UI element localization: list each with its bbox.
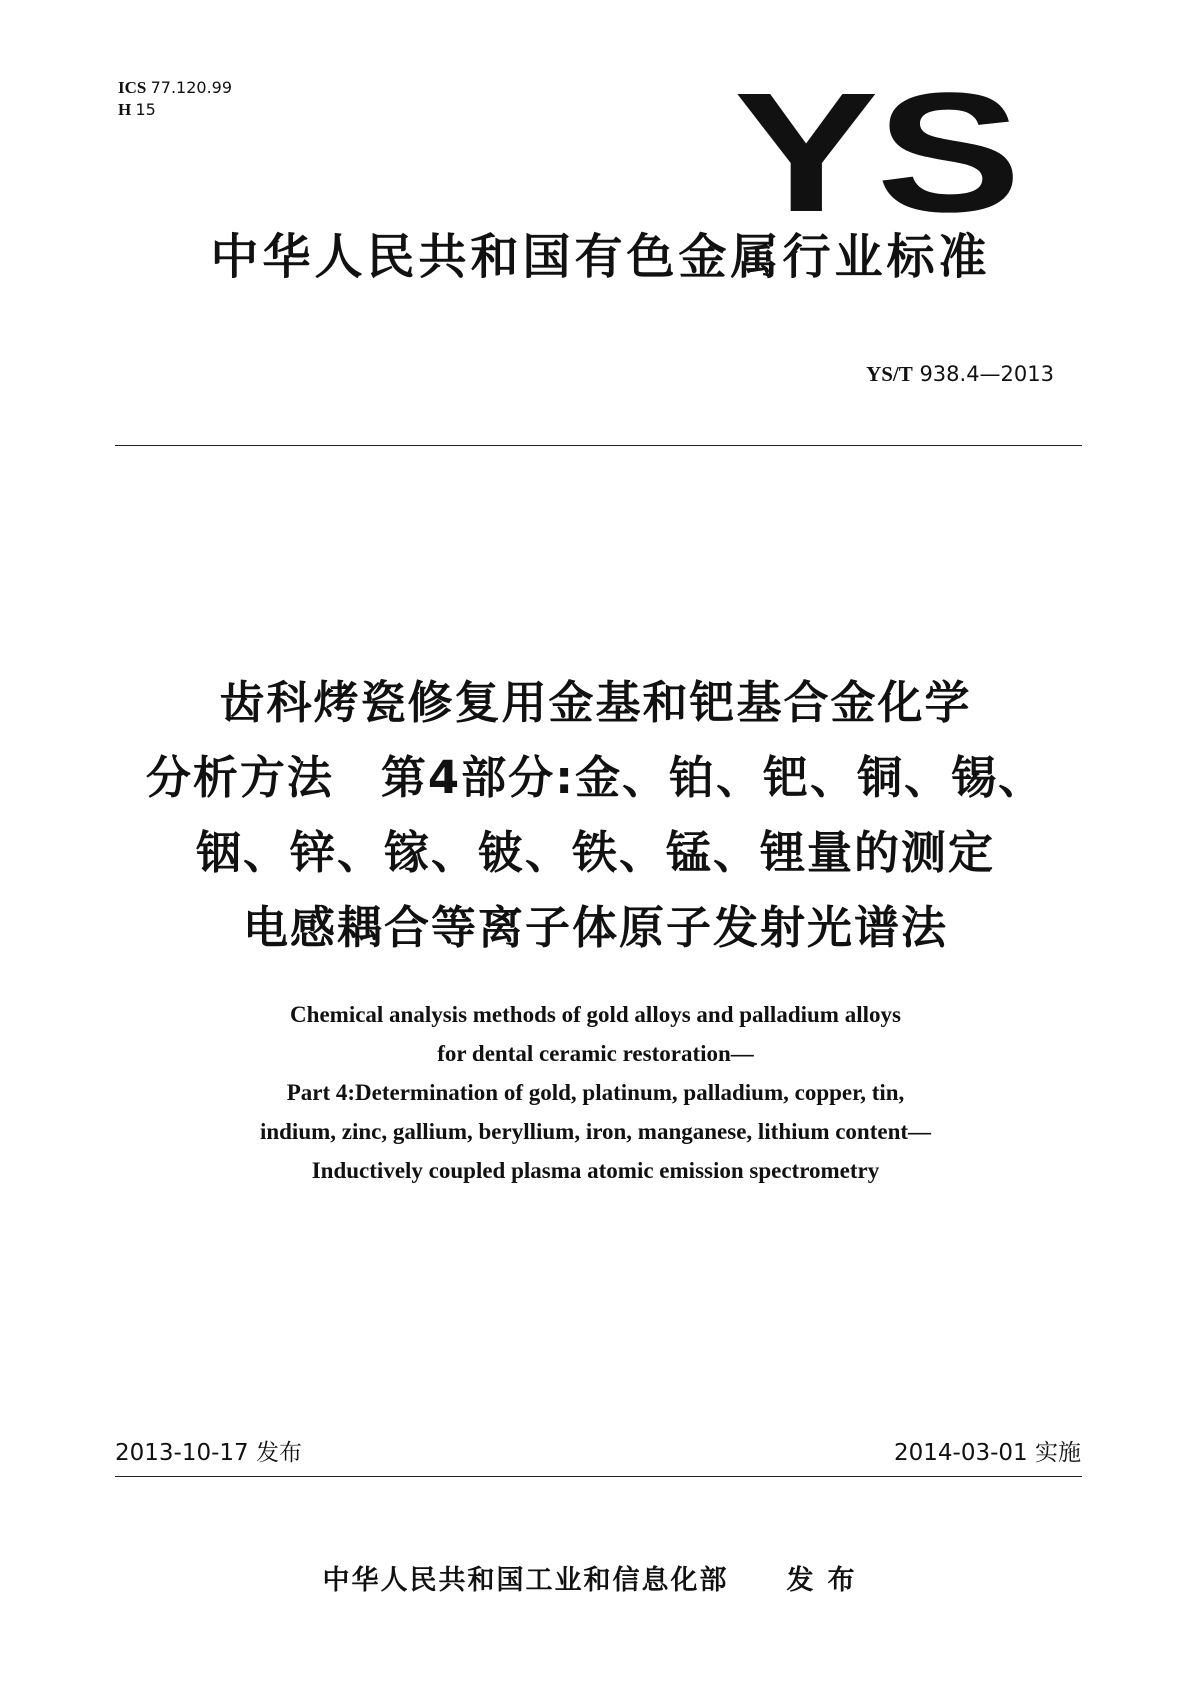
standard-number xyxy=(866,360,1054,388)
issuing-authority xyxy=(0,1563,1191,1599)
ics-label: ICS xyxy=(118,78,147,97)
classification-codes xyxy=(118,77,232,121)
ccs-value: 15 xyxy=(135,100,156,119)
english-title-line: Chemical analysis methods of gold alloys and palladium alloys xyxy=(290,1002,901,1027)
ccs-label: H xyxy=(118,100,132,119)
chinese-title-line: 齿科烤瓷修复用金基和钯基合金化学 xyxy=(219,676,972,729)
standard-code: 938.4—2013 xyxy=(919,362,1054,386)
ics-code xyxy=(118,77,232,99)
ys-logo: YS xyxy=(733,58,1019,248)
issuer-name: 中华人民共和国工业和信息化部 xyxy=(322,1565,729,1596)
issue-date: 2013-10-17 发布 xyxy=(115,1440,302,1466)
footer-divider xyxy=(115,1476,1082,1477)
standard-prefix: YS/T xyxy=(866,362,913,386)
chinese-title-line: 分析方法 第4部分:金、铂、钯、铜、锡、 xyxy=(145,751,1046,804)
ccs-code xyxy=(118,99,232,121)
header-divider xyxy=(115,445,1082,446)
english-title xyxy=(0,995,1191,1190)
chinese-title-line: 铟、锌、镓、铍、铁、锰、锂量的测定 xyxy=(195,826,995,879)
ics-value: 77.120.99 xyxy=(150,78,233,97)
english-title-line: indium, zinc, gallium, beryllium, iron, manganese, lithium content— xyxy=(259,1119,932,1144)
implementation-date: 2014-03-01 实施 xyxy=(894,1440,1081,1466)
chinese-title xyxy=(0,665,1191,965)
english-title-line: for dental ceramic restoration— xyxy=(437,1041,754,1066)
english-title-line: Inductively coupled plasma atomic emission spectrometry xyxy=(311,1158,880,1183)
english-title-line: Part 4:Determination of gold, platinum, palladium, copper, tin, xyxy=(286,1080,905,1105)
chinese-title-line: 电感耦合等离子体原子发射光谱法 xyxy=(242,901,948,954)
issuer-action: 发布 xyxy=(786,1565,869,1596)
standard-category-title: 中华人民共和国有色金属行业标准 xyxy=(210,229,991,285)
